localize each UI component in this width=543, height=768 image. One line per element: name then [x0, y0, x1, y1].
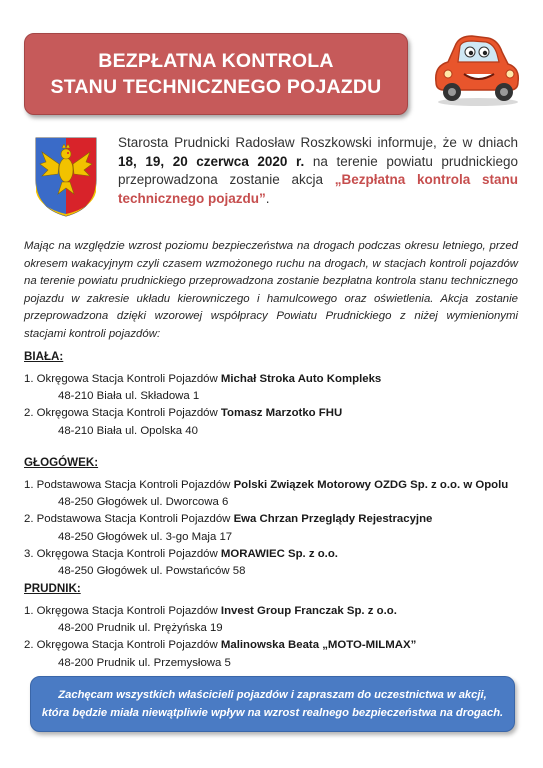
body-paragraph: Mając na względzie wzrost poziomu bezpieczeństwa na drogach podczas okresu letniego, przed okresem wakacyjnym czyli czasem wzmożonego ruchu na drogach, w stacjach kontroli pojazdów na terenie powiatu prudnickiego przeprowadzona zostanie bezpłatna kontrola stanu technicznego pojazdu w zakresie układu kierowniczego i hamulcowego oraz oświetlenia. Akcja zostanie przeprowadzona dzięki wzorowej współpracy Powiatu Prudnickiego z niżej wymienionymi stacjami kontroli pojazdów:	[24, 240, 518, 340]
station-name: MORAWIEC Sp. z o.o.	[220, 547, 338, 560]
station-address: 48-210 Biała ul. Opolska 40	[58, 424, 198, 437]
station-name: Invest Group Franczak Sp. z o.o.	[220, 605, 397, 617]
station-address: 48-250 Głogówek ul. 3-go Maja 17	[58, 530, 233, 543]
section-heading: GŁOGÓWEK:	[24, 456, 99, 469]
station-address: 48-250 Głogówek ul. Powstańców 58	[58, 565, 246, 578]
station-name: Polski Związek Motorowy OZDG Sp. z o.o. w Opolu	[233, 479, 509, 491]
station-type: 2. Okręgowa Stacja Kontroli Pojazdów	[24, 639, 221, 652]
station-line	[24, 371, 524, 388]
footer-line-2: która będzie miała niewątpliwie wpływ na wzrost realnego bezpieczeństwa na drogach.	[41, 707, 504, 719]
section-prudnik	[24, 582, 524, 672]
title-line-2: STANU TECHNICZNEGO POJAZDU	[50, 76, 382, 98]
station-line	[24, 603, 524, 620]
section-glogowek	[24, 456, 524, 580]
station-type: 1. Okręgowa Stacja Kontroli Pojazdów	[24, 605, 221, 617]
station-line	[24, 405, 524, 422]
section-heading: PRUDNIK:	[24, 582, 81, 595]
station-line	[24, 637, 524, 654]
station-type: 3. Okręgowa Stacja Kontroli Pojazdów	[24, 547, 221, 560]
station-line	[24, 546, 524, 563]
station-address: 48-200 Prudnik ul. Prężyńska 19	[58, 622, 223, 635]
intro-action-name: „Bezpłatna kontrola stanu technicznego pojazdu”	[118, 172, 518, 206]
title-banner	[24, 33, 408, 115]
station-line	[24, 477, 524, 494]
station-name: Michał Stroka Auto Kompleks	[220, 373, 382, 385]
station-name: Tomasz Marzotko FHU	[220, 407, 343, 420]
coat-of-arms-icon	[34, 136, 98, 218]
station-type: 2. Okręgowa Stacja Kontroli Pojazdów	[24, 407, 221, 420]
station-address: 48-250 Głogówek ul. Dworcowa 6	[58, 496, 229, 509]
station-name: Ewa Chrzan Przeglądy Rejestracyjne	[233, 513, 433, 526]
intro-text-2: na terenie powiatu prudnickiego przeprowadzona zostanie akcja	[118, 153, 518, 187]
station-type: 2. Podstawowa Stacja Kontroli Pojazdów	[24, 513, 234, 526]
intro-dates: 18, 19, 20 czerwca 2020 r.	[118, 153, 305, 169]
title-line-1: BEZPŁATNA KONTROLA	[98, 50, 334, 72]
intro-text-1: Starosta Prudnicki Radosław Roszkowski informuje, że w dniach	[118, 135, 518, 150]
station-address: 48-210 Biała ul. Składowa 1	[58, 390, 200, 403]
station-address: 48-200 Prudnik ul. Przemysłowa 5	[58, 656, 231, 669]
station-line	[24, 511, 524, 528]
station-type: 1. Podstawowa Stacja Kontroli Pojazdów	[24, 479, 234, 491]
footer-banner	[30, 676, 515, 732]
cartoon-car-icon	[426, 30, 526, 108]
station-name: Malinowska Beata „MOTO-MILMAX”	[220, 639, 417, 652]
section-biala	[24, 350, 524, 440]
station-type: 1. Okręgowa Stacja Kontroli Pojazdów	[24, 373, 221, 385]
footer-line-1: Zachęcam wszystkich właścicieli pojazdów i zapraszam do uczestnictwa w akcji,	[58, 689, 487, 701]
intro-paragraph	[118, 134, 518, 208]
intro-text-3: .	[265, 190, 270, 206]
section-heading: BIAŁA:	[24, 350, 64, 363]
